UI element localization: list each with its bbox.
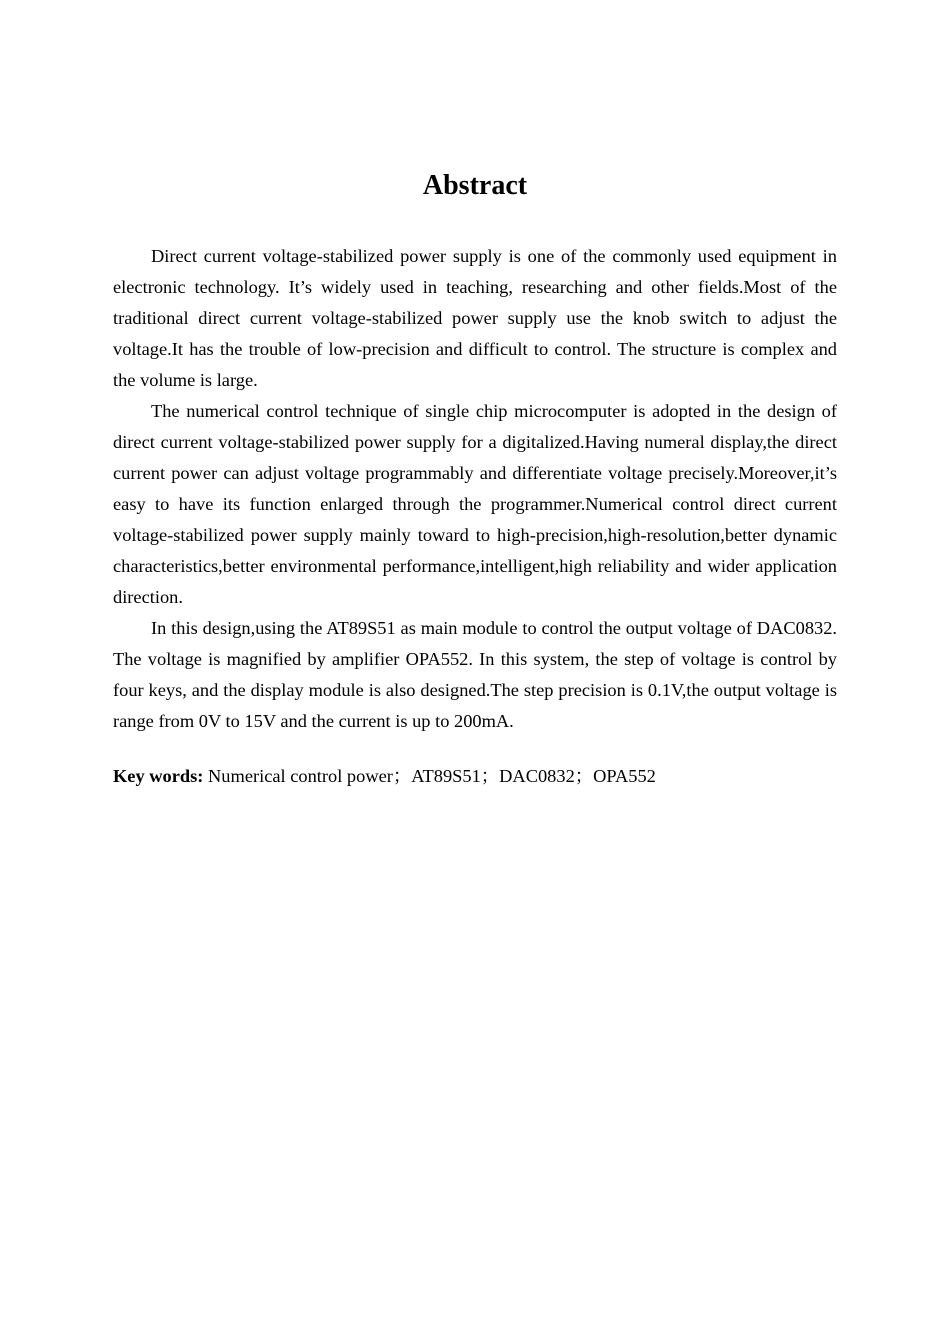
abstract-paragraph-1: Direct current voltage-stabilized power supply is one of the commonly used equipment in electronic technology. It’s widely used in teaching, researching and other fields.Most of the traditional direct current voltage-stabilized power supply use the knob switch to adjust the voltage.It has the trouble of low-precision and difficult to control. The structure is complex and the volume is large. bbox=[113, 246, 837, 390]
keywords-line bbox=[113, 761, 837, 792]
abstract-title: Abstract bbox=[422, 170, 528, 201]
keywords-text: Numerical control power；AT89S51；DAC0832；OPA552 bbox=[208, 766, 656, 786]
abstract-paragraph-3: In this design,using the AT89S51 as main module to control the output voltage of DAC0832. The voltage is magnified by amplifier OPA552. In this system, the step of voltage is control by four keys, and the display module is also designed.The step precision is 0.1V,the output voltage is range from 0V to 15V and the current is up to 200mA. bbox=[113, 618, 837, 731]
abstract-body bbox=[113, 241, 837, 737]
keywords-label: Key words: bbox=[113, 766, 204, 786]
abstract-paragraph-2: The numerical control technique of single chip microcomputer is adopted in the design of direct current voltage-stabilized power supply for a digitalized.Having numeral display,the direct current power can adjust voltage programmably and differentiate voltage precisely.Moreover,it’s easy to have its function enlarged through the programmer.Numerical control direct current voltage-stabilized power supply mainly toward to high-precision,high-resolution,better dynamic characteristics,better environmental performance,intelligent,high reliability and wider application direction. bbox=[113, 401, 837, 607]
